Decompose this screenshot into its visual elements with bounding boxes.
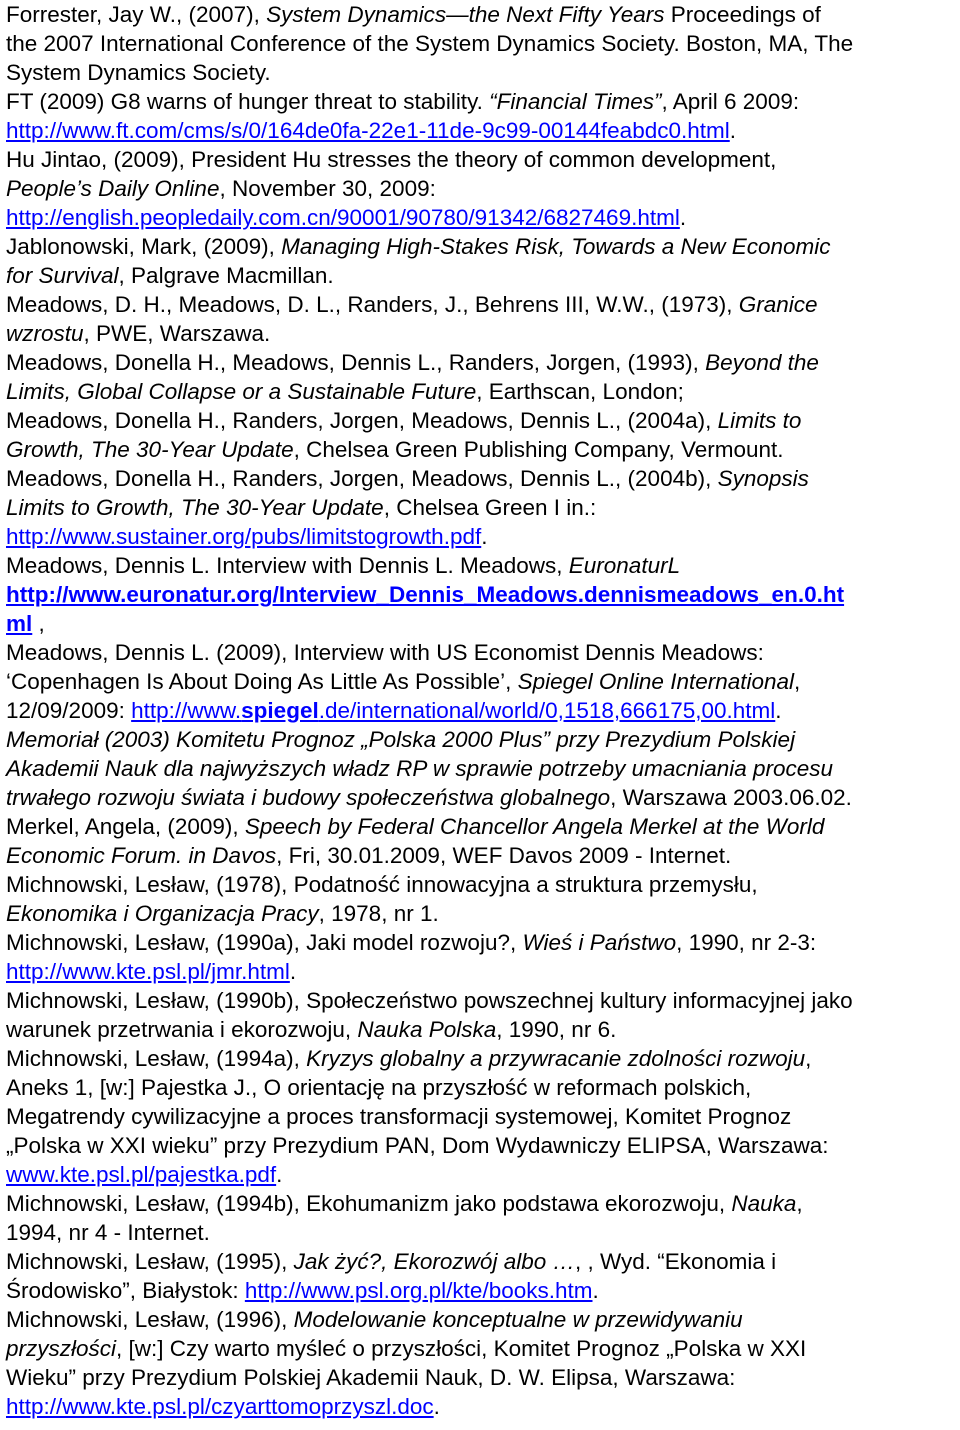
- reference-line: [6, 609, 45, 638]
- reference-text: , Chelsea Green Publishing Company, Vermount.: [293, 437, 784, 462]
- reference-title-text: “Financial Times”: [489, 89, 662, 114]
- reference-text: Proceedings of: [664, 2, 821, 27]
- reference-title-text: Wieś i Państwo: [522, 930, 677, 955]
- reference-text: , April 6 2009:: [661, 89, 800, 114]
- reference-title-text: Nauka Polska: [357, 1017, 497, 1042]
- reference-title-text: Growth, The 30-Year Update: [6, 437, 294, 462]
- reference-line: [6, 1102, 791, 1131]
- reference-line: [6, 1392, 440, 1421]
- reference-text: , Earthscan, London;: [476, 379, 684, 404]
- reference-link[interactable]: http://www.sustainer.org/pubs/limitstogrowth.pdf: [6, 524, 482, 549]
- reference-line: [6, 261, 334, 290]
- reference-title-text: trwałego rozwoju świata i budowy społeczeństwa globalnego: [6, 785, 611, 810]
- reference-title-text: przyszłości: [6, 1336, 117, 1361]
- reference-text: , November 30, 2009:: [219, 176, 436, 201]
- reference-text: warunek przetrwania i ekorozwoju,: [6, 1017, 358, 1042]
- reference-text: Wieku” przy Prezydium Polskiej Akademii Nauk, D. W. Elipsa, Warszawa:: [6, 1365, 736, 1390]
- reference-line: [6, 522, 488, 551]
- reference-link[interactable]: http://www.kte.psl.pl/jmr.html: [6, 959, 290, 984]
- reference-title-text: Beyond the: [705, 350, 819, 375]
- reference-line: [6, 406, 801, 435]
- reference-text: the 2007 International Conference of the System Dynamics Society. Boston, MA, The: [6, 31, 854, 56]
- reference-title-text: Akademii Nauk dla najwyższych władz RP w sprawie potrzeby umacniania procesu: [6, 756, 834, 781]
- reference-line: [6, 928, 816, 957]
- reference-text: Środowisko”, Białystok:: [6, 1278, 245, 1303]
- reference-line: [6, 203, 686, 232]
- reference-title-text: Limits, Global Collapse or a Sustainable Future: [6, 379, 477, 404]
- reference-text: , , Wyd. “Ekonomia i: [575, 1249, 777, 1274]
- reference-line: [6, 870, 758, 899]
- reference-text: Merkel, Angela, (2009),: [6, 814, 245, 839]
- reference-title-text: EuronaturL: [568, 553, 681, 578]
- reference-text: .: [481, 524, 488, 549]
- reference-text: .: [433, 1394, 440, 1419]
- reference-link[interactable]: spiegel: [241, 698, 319, 723]
- reference-link[interactable]: http://english.peopledaily.com.cn/90001/90780/91342/6827469.html: [6, 205, 680, 230]
- reference-text: Michnowski, Lesław, (1990a), Jaki model rozwoju?,: [6, 930, 523, 955]
- reference-text: „Polska w XXI wieku” przy Prezydium PAN, Dom Wydawniczy ELIPSA, Warszawa:: [6, 1133, 829, 1158]
- reference-title-text: Modelowanie konceptualne w przewidywaniu: [293, 1307, 743, 1332]
- reference-line: [6, 435, 784, 464]
- reference-line: [6, 1305, 743, 1334]
- reference-title-text: Limits to Growth, The 30-Year Update: [6, 495, 384, 520]
- reference-text: Michnowski, Lesław, (1995),: [6, 1249, 294, 1274]
- reference-line: [6, 1363, 735, 1392]
- reference-title-text: Ekonomika i Organizacja Pracy: [6, 901, 319, 926]
- reference-text: , 1990, nr 2-3:: [676, 930, 817, 955]
- reference-text: Aneks 1, [w:] Pajestka J., O orientację na przyszłość w reformach polskich,: [6, 1075, 752, 1100]
- reference-link[interactable]: http://www.kte.psl.pl/czyarttomoprzyszl.doc: [6, 1394, 434, 1419]
- reference-line: [6, 348, 819, 377]
- reference-text: 12/09/2009:: [6, 698, 132, 723]
- reference-text: ,: [794, 669, 801, 694]
- reference-text: Meadows, Dennis L. Interview with Dennis L. Meadows,: [6, 553, 569, 578]
- reference-text: , PWE, Warszawa.: [83, 321, 271, 346]
- reference-line: [6, 116, 736, 145]
- reference-link[interactable]: .de/international/world/0,1518,666175,00.html: [318, 698, 776, 723]
- reference-line: [6, 29, 853, 58]
- reference-line: [6, 957, 296, 986]
- reference-text: .: [775, 698, 782, 723]
- reference-text: , Palgrave Macmillan.: [118, 263, 334, 288]
- reference-text: FT (2009) G8 warns of hunger threat to stability.: [6, 89, 490, 114]
- reference-text: , Fri, 30.01.2009, WEF Davos 2009 - Internet.: [276, 843, 732, 868]
- reference-text: ,: [32, 611, 45, 636]
- reference-line: [6, 986, 853, 1015]
- reference-text: , Warszawa 2003.06.02.: [610, 785, 852, 810]
- reference-title-text: Synopsis: [717, 466, 809, 491]
- reference-text: Forrester, Jay W., (2007),: [6, 2, 267, 27]
- reference-text: ‘Copenhagen Is About Doing As Little As Possible’,: [6, 669, 518, 694]
- reference-title-text: Nauka: [731, 1191, 797, 1216]
- reference-text: Meadows, Donella H., Meadows, Dennis L., Randers, Jorgen, (1993),: [6, 350, 706, 375]
- reference-line: [6, 87, 799, 116]
- reference-text: .: [679, 205, 687, 230]
- reference-title-text: for Survival: [6, 263, 119, 288]
- reference-line: [6, 319, 270, 348]
- reference-title-text: Limits to: [717, 408, 802, 433]
- reference-text: Michnowski, Lesław, (1996),: [6, 1307, 294, 1332]
- reference-line: [6, 1044, 811, 1073]
- reference-link[interactable]: ml: [6, 611, 33, 636]
- reference-title-text: Managing High-Stakes Risk, Towards a New Economic: [281, 234, 831, 259]
- reference-line: [6, 145, 776, 174]
- reference-line: [6, 899, 439, 928]
- reference-text: 1994, nr 4 - Internet.: [6, 1220, 210, 1245]
- reference-line: [6, 1073, 751, 1102]
- reference-line: [6, 1189, 803, 1218]
- reference-title-text: People’s Daily Online: [6, 176, 220, 201]
- reference-text: Michnowski, Lesław, (1990b), Społeczeństwo powszechnej kultury informacyjnej jako: [6, 988, 853, 1013]
- reference-line: [6, 667, 800, 696]
- reference-line: [6, 1247, 776, 1276]
- reference-line: [6, 493, 596, 522]
- reference-link[interactable]: www.kte.psl.pl/pajestka.pdf: [6, 1162, 277, 1187]
- reference-line: [6, 1131, 829, 1160]
- reference-line: [6, 0, 821, 29]
- reference-line: [6, 1015, 616, 1044]
- reference-line: [6, 783, 852, 812]
- reference-line: [6, 1334, 806, 1363]
- reference-text: ,: [805, 1046, 812, 1071]
- reference-link[interactable]: http://www.: [131, 698, 242, 723]
- reference-line: [6, 377, 684, 406]
- reference-line: [6, 174, 436, 203]
- reference-line: [6, 638, 764, 667]
- reference-text: Meadows, D. H., Meadows, D. L., Randers, J., Behrens III, W.W., (1973),: [6, 292, 739, 317]
- reference-line: [6, 1218, 210, 1247]
- reference-text: , 1990, nr 6.: [496, 1017, 617, 1042]
- reference-line: [6, 464, 809, 493]
- reference-title-text: Spiegel Online International: [517, 669, 795, 694]
- reference-title-text: Kryzys globalny a przywracanie zdolności rozwoju: [306, 1046, 806, 1071]
- reference-title-text: wzrostu: [6, 321, 84, 346]
- reference-title-text: Granice: [738, 292, 818, 317]
- reference-link[interactable]: http://www.psl.org.pl/kte/books.htm: [244, 1278, 593, 1303]
- reference-text: , Chelsea Green I in.:: [383, 495, 597, 520]
- reference-line: [6, 812, 824, 841]
- reference-title-text: Memoriał (2003) Komitetu Prognoz „Polska 2000 Plus” przy Prezydium Polskiej: [6, 727, 796, 752]
- reference-text: , 1978, nr 1.: [318, 901, 439, 926]
- reference-text: Meadows, Donella H., Randers, Jorgen, Meadows, Dennis L., (2004b),: [6, 466, 718, 491]
- reference-text: Meadows, Donella H., Randers, Jorgen, Meadows, Dennis L., (2004a),: [6, 408, 718, 433]
- reference-text: ,: [796, 1191, 803, 1216]
- reference-line: [6, 725, 795, 754]
- reference-text: Jablonowski, Mark, (2009),: [6, 234, 282, 259]
- reference-title-text: Jak żyć?, Ekorozwój albo …: [293, 1249, 575, 1274]
- reference-text: Michnowski, Lesław, (1978), Podatność innowacyjna a struktura przemysłu,: [6, 872, 758, 897]
- reference-text: Meadows, Dennis L. (2009), Interview with US Economist Dennis Meadows:: [6, 640, 764, 665]
- reference-text: Megatrendy cywilizacyjne a proces transformacji systemowej, Komitet Prognoz: [6, 1104, 792, 1129]
- reference-title-text: Speech by Federal Chancellor Angela Merkel at the World: [244, 814, 825, 839]
- reference-line: [6, 696, 782, 725]
- reference-title-text: System Dynamics—the Next Fifty Years: [266, 2, 665, 27]
- reference-text: .: [289, 959, 297, 984]
- reference-text: Michnowski, Lesław, (1994b), Ekohumanizm jako podstawa ekorozwoju,: [6, 1191, 732, 1216]
- reference-text: Hu Jintao, (2009), President Hu stresses the theory of common development,: [6, 147, 777, 172]
- reference-line: [6, 580, 844, 609]
- reference-text: Michnowski, Lesław, (1994a),: [6, 1046, 307, 1071]
- reference-line: [6, 841, 731, 870]
- reference-text: .: [276, 1162, 283, 1187]
- reference-line: [6, 1160, 282, 1189]
- reference-text: .: [729, 118, 737, 143]
- reference-line: [6, 754, 833, 783]
- reference-title-text: Economic Forum. in Davos: [6, 843, 277, 868]
- reference-link[interactable]: http://www.ft.com/cms/s/0/164de0fa-22e1-11de-9c99-00144feabdc0.html: [6, 118, 730, 143]
- reference-text: , [w:] Czy warto myśleć o przyszłości, Komitet Prognoz „Polska w XXI: [116, 1336, 807, 1361]
- reference-line: [6, 551, 680, 580]
- reference-line: [6, 290, 818, 319]
- reference-line: [6, 58, 271, 87]
- reference-text: System Dynamics Society.: [6, 60, 271, 85]
- reference-line: [6, 232, 831, 261]
- reference-link[interactable]: http://www.euronatur.org/Interview_Dennis_Meadows.dennismeadows_en.0.ht: [6, 582, 845, 607]
- reference-text: .: [592, 1278, 599, 1303]
- reference-line: [6, 1276, 599, 1305]
